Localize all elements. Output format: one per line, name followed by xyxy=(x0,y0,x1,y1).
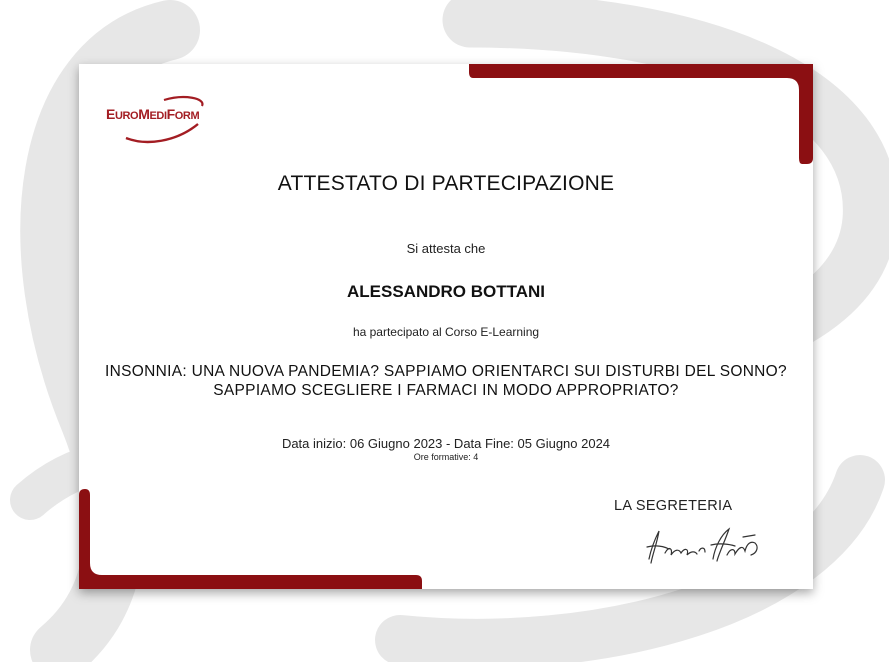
training-hours: Ore formative: 4 xyxy=(413,452,479,462)
recipient-name: ALESSANDRO BOTTANI xyxy=(346,282,545,301)
handwritten-signature xyxy=(639,519,774,569)
intro-text: Si attesta che xyxy=(406,241,486,256)
certificate-title: ATTESTATO DI PARTECIPAZIONE xyxy=(277,172,615,195)
course-intro-text: ha partecipato al Corso E-Learning xyxy=(352,325,540,339)
certificate-card xyxy=(79,64,813,589)
logo-wordmark: EUROMEDIFORM xyxy=(106,106,200,122)
course-title: INSONNIA: UNA NUOVA PANDEMIA? SAPPIAMO ORIENTARCI SUI DISTURBI DEL SONNO? SAPPIAMO SCEGLIERE I FARMACI IN MODO APPROPRIATO? xyxy=(105,363,787,399)
signer-label: LA SEGRETERIA xyxy=(614,498,733,514)
corner-bracket-bottom-left xyxy=(79,489,424,589)
course-dates: Data inizio: 06 Giugno 2023 - Data Fine: 05 Giugno 2024 xyxy=(281,436,611,451)
euromediform-logo xyxy=(106,94,226,146)
corner-bracket-top-right xyxy=(469,64,813,164)
